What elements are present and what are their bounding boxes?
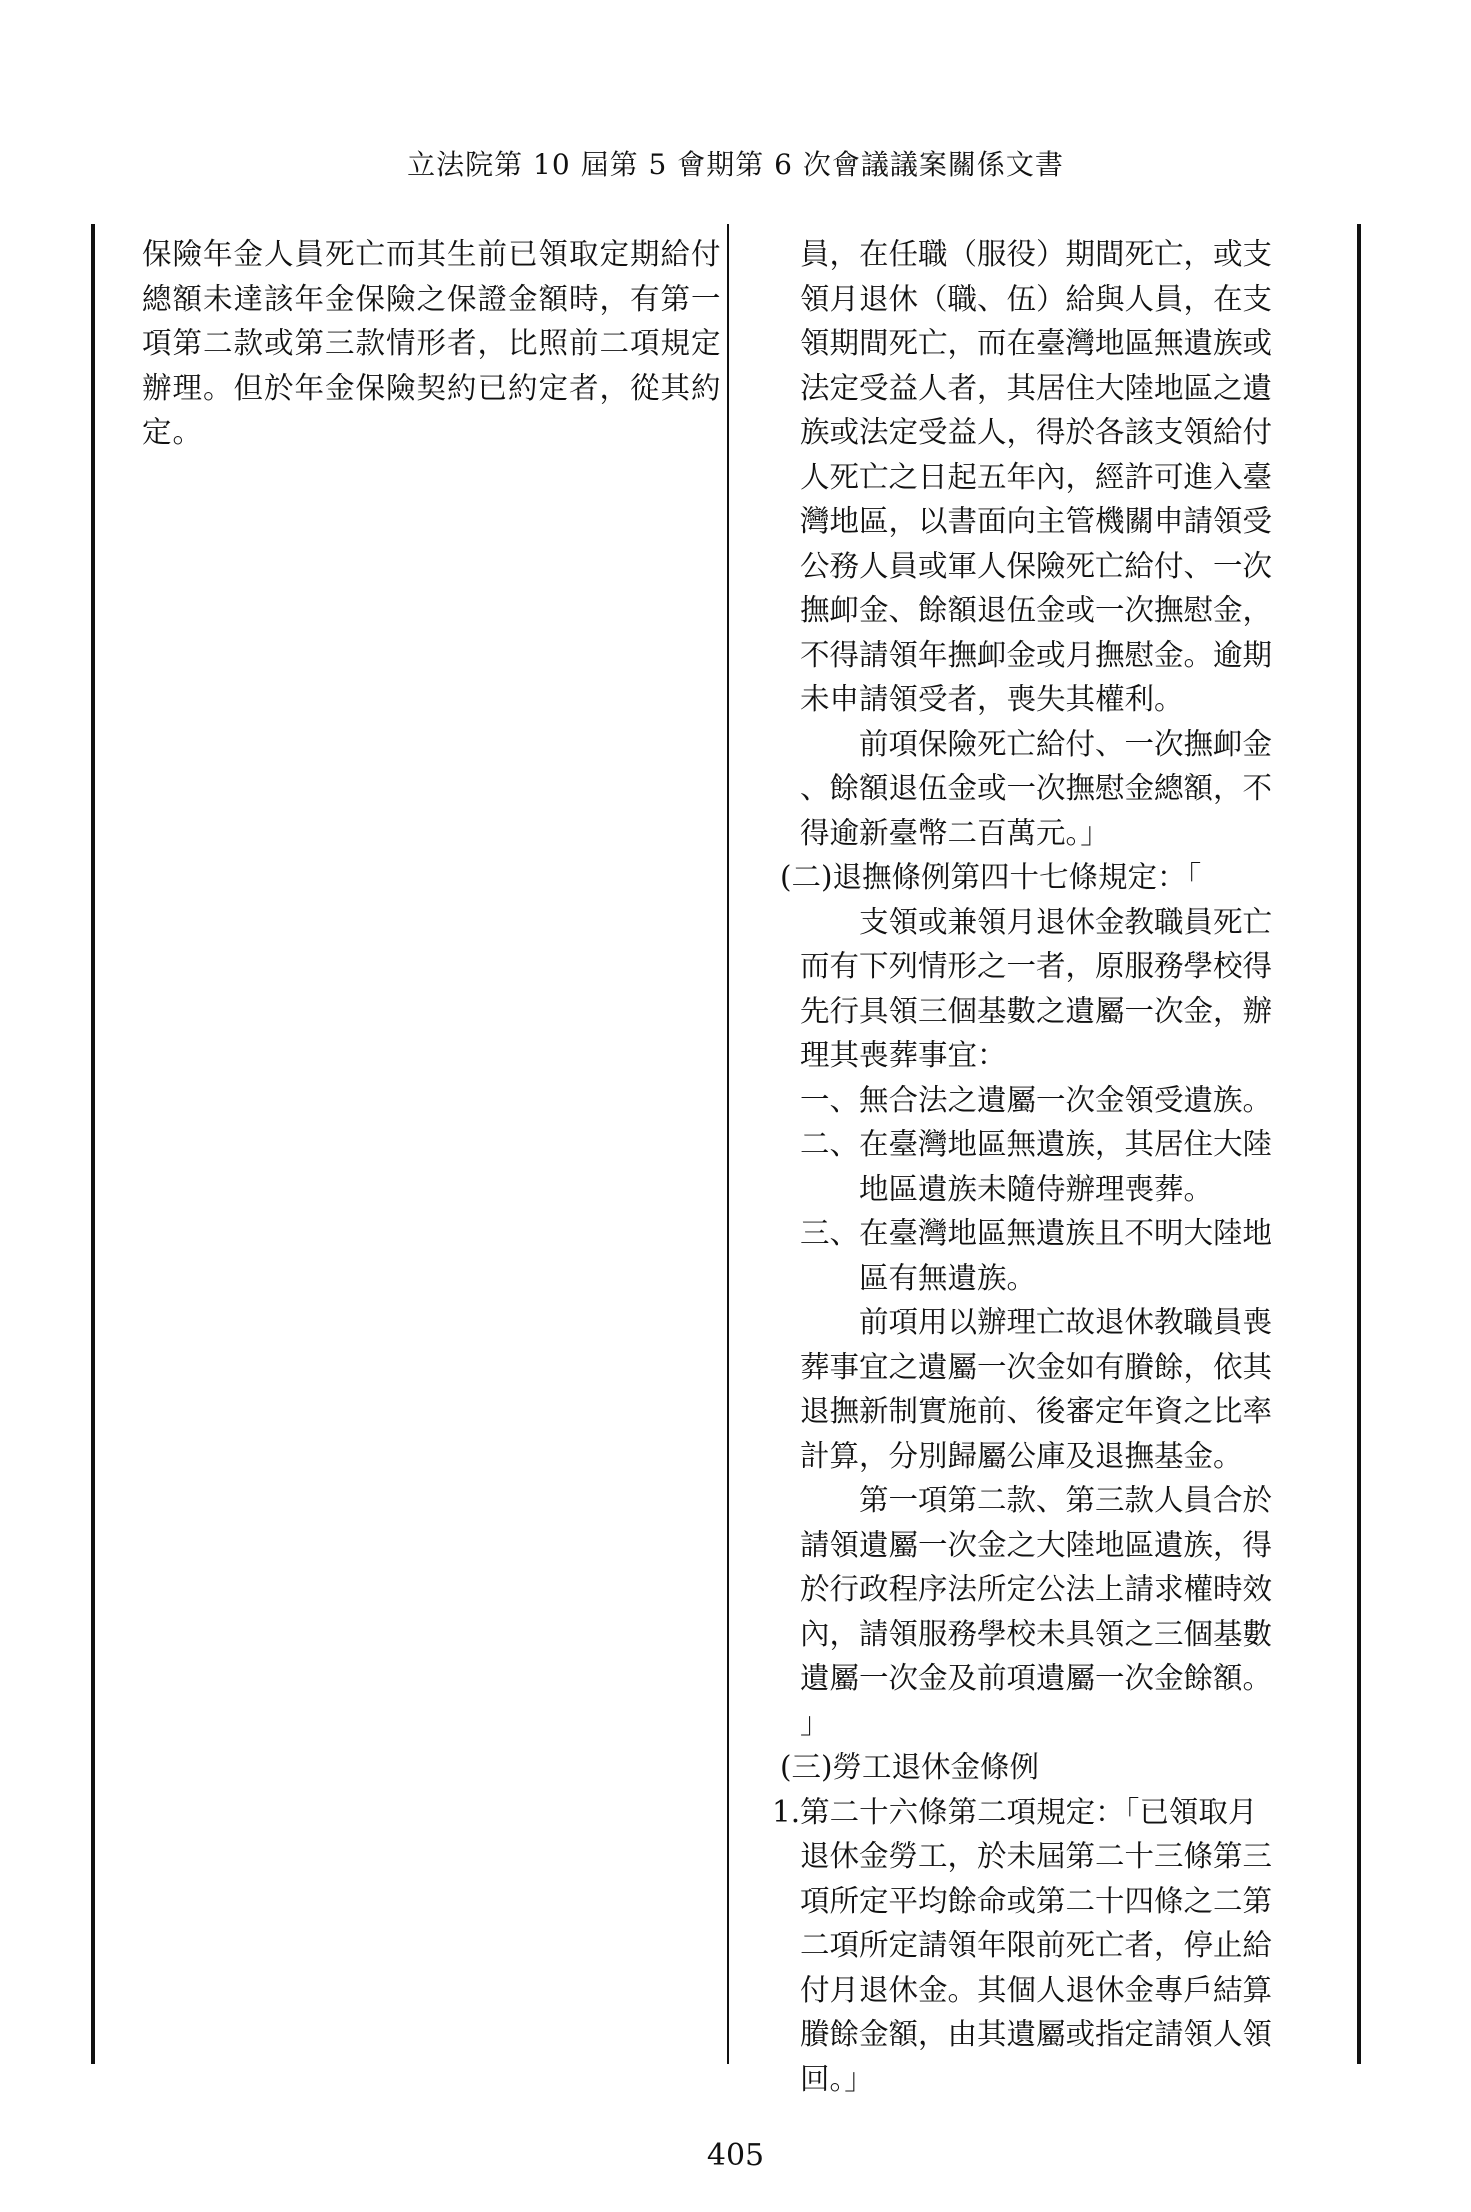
text-line: 得逾新臺幣二百萬元。」 xyxy=(800,815,1110,850)
text-line: 前項用以辦理亡故退休教職員喪 xyxy=(800,1305,1273,1339)
text-line: 未申請領受者，喪失其權利。 xyxy=(800,682,1184,716)
text-line: 領期間死亡，而在臺灣地區無遺族或 xyxy=(800,326,1273,360)
text-line: 退休金勞工，於未屆第二十三條第三 xyxy=(800,1839,1273,1873)
subsection-1-body xyxy=(800,1834,1360,2101)
list-item: 二、在臺灣地區無遺族，其居住大陸 xyxy=(800,1127,1273,1161)
text-line: 項所定平均餘命或第二十四條之二第 xyxy=(800,1883,1273,1918)
column-divider xyxy=(727,224,729,2064)
text-line: 項第二款或第三款情形者，比照前二項規定 xyxy=(142,326,722,360)
text-line: 先行具領三個基數之遺屬一次金，辦 xyxy=(800,993,1273,1028)
text-line: 定。 xyxy=(142,415,204,449)
subsection-heading-1: 1.第二十六條第二項規定：「已領取月 xyxy=(772,1794,1258,1829)
text-line: 第一項第二款、第三款人員合於 xyxy=(800,1483,1273,1517)
text-line: 辦理。但於年金保險契約已約定者，從其約 xyxy=(142,370,722,405)
text-line: 前項保險死亡給付、一次撫卹金 xyxy=(800,726,1273,761)
text-line: 葬事宜之遺屬一次金如有賸餘，依其 xyxy=(800,1349,1273,1384)
text-line: 支領或兼領月退休金教職員死亡 xyxy=(800,904,1273,939)
list-item: 地區遺族未隨侍辦理喪葬。 xyxy=(800,1171,1214,1206)
text-line: 員，在任職（服役）期間死亡，或支 xyxy=(800,237,1273,271)
text-line: 總額未達該年金保險之保證金額時，有第一 xyxy=(142,281,722,316)
section-heading-3: (三)勞工退休金條例 xyxy=(780,1750,1040,1784)
text-line: 、餘額退伍金或一次撫慰金總額，不 xyxy=(800,771,1273,805)
paragraph-3 xyxy=(800,900,1360,1078)
list-item: 三、在臺灣地區無遺族且不明大陸地 xyxy=(800,1216,1273,1250)
text-line: 請領遺屬一次金之大陸地區遺族，得 xyxy=(800,1527,1273,1562)
text-line: 灣地區，以書面向主管機關申請領受 xyxy=(800,504,1273,538)
text-line: 退撫新制實施前、後審定年資之比率 xyxy=(800,1394,1273,1428)
text-line: 內，請領服務學校未具領之三個基數 xyxy=(800,1616,1273,1651)
text-line: 回。」 xyxy=(800,2061,874,2096)
text-line: 於行政程序法所定公法上請求權時效 xyxy=(800,1572,1273,1606)
paragraph-1 xyxy=(800,232,1360,722)
text-line: 賸餘金額，由其遺屬或指定請領人領 xyxy=(800,2017,1273,2051)
text-line: 付月退休金。其個人退休金專戶結算 xyxy=(800,1972,1273,2007)
text-line: 計算，分別歸屬公庫及退撫基金。 xyxy=(800,1438,1243,1473)
text-line: 法定受益人者，其居住大陸地區之遺 xyxy=(800,370,1273,405)
paragraph-4 xyxy=(800,1300,1360,1478)
text-line: 而有下列情形之一者，原服務學校得 xyxy=(800,949,1273,983)
text-line: 不得請領年撫卹金或月撫慰金。逾期 xyxy=(800,637,1273,672)
text-line: 公務人員或軍人保險死亡給付、一次 xyxy=(800,548,1273,583)
list-item: 一、無合法之遺屬一次金領受遺族。 xyxy=(800,1082,1273,1117)
section-heading-2: (二)退撫條例第四十七條規定：「 xyxy=(780,860,1202,894)
page-number: 405 xyxy=(706,2138,765,2173)
left-border-line xyxy=(91,224,95,2064)
text-line: 撫卹金、餘額退伍金或一次撫慰金， xyxy=(800,593,1273,627)
text-line: 遺屬一次金及前項遺屬一次金餘額。 xyxy=(800,1661,1273,1695)
list-item: 區有無遺族。 xyxy=(800,1260,1037,1295)
text-line: 領月退休（職、伍）給與人員，在支 xyxy=(800,281,1273,316)
text-line: 人死亡之日起五年內，經許可進入臺 xyxy=(800,459,1273,494)
text-line: 族或法定受益人，得於各該支領給付 xyxy=(800,415,1273,449)
enumerated-list xyxy=(800,1078,1360,1301)
left-column xyxy=(142,232,722,455)
paragraph-2 xyxy=(800,722,1360,856)
page-header-title: 立法院第 10 屆第 5 會期第 6 次會議議案關係文書 xyxy=(407,148,1064,181)
paragraph-5 xyxy=(800,1478,1360,1745)
text-line: 保險年金人員死亡而其生前已領取定期給付 xyxy=(142,237,722,271)
text-line: 二項所定請領年限前死亡者，停止給 xyxy=(800,1928,1273,1962)
text-line: 」 xyxy=(800,1705,830,1740)
right-column xyxy=(772,232,1360,2101)
text-line: 理其喪葬事宜： xyxy=(800,1038,1007,1072)
